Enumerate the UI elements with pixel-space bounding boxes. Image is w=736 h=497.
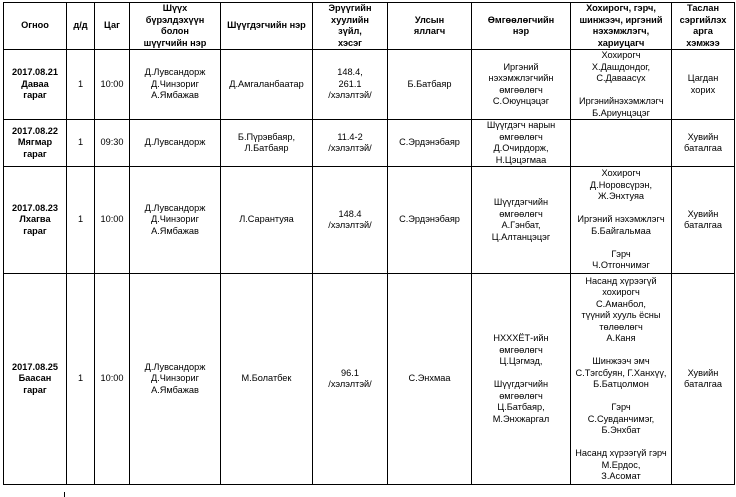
header-date: Огноо — [4, 3, 67, 50]
row-article: 96.1 /хэлэлтэй/ — [313, 274, 388, 485]
row-time: 10:00 — [95, 167, 130, 274]
header-num: д/д — [67, 3, 95, 50]
row-judges: Д.Лувсандорж Д.Чинзориг А.Ямбажав — [130, 167, 221, 274]
row-measure: Хувийн баталгаа — [672, 120, 735, 167]
row-prosecutor: С.Эрдэнэбаяр — [388, 167, 472, 274]
row-victims — [571, 120, 672, 167]
row-article: 148.4, 261.1 /хэлэлтэй/ — [313, 50, 388, 120]
row-time: 09:30 — [95, 120, 130, 167]
row-date: 2017.08.22 Мягмар гараг — [4, 120, 67, 167]
row-victims: Насанд хүрээгүй хохирогч С.Аманбол, түүний хууль ёсны төлөөлөгч А.Каня Шинжээч эмч С.Тэгсбуян, Г.Ханхүү, Б.Батцолмон Гэрч С.Сувданчимэг, Б.Энхбат Насанд хүрээгүй гэрч М.Ердос, З.Асомат — [571, 274, 672, 485]
row-measure: Хувийн баталгаа — [672, 167, 735, 274]
row-defense: Шүүгдэгч нарын өмгөөлөгч Д.Очирдорж, Н.Цэцэгмаа — [472, 120, 571, 167]
row-date: 2017.08.25 Баасан гараг — [4, 274, 67, 485]
row-defense: Шүүгдэгчийн өмгөөлөгч А.Гэнбат, Ц.Алтанцэцэг — [472, 167, 571, 274]
row-defendant: Д.Амгаланбаатар — [221, 50, 313, 120]
row-num: 1 — [67, 274, 95, 485]
row-article: 148.4 /хэлэлтэй/ — [313, 167, 388, 274]
row-prosecutor: С.Энхмаа — [388, 274, 472, 485]
header-defendant: Шүүгдэгчийн нэр — [221, 3, 313, 50]
table-row — [4, 274, 735, 485]
row-defense: Иргэний нэхэмжлэгчийн өмгөөлөгч С.Оюунцэцэг — [472, 50, 571, 120]
table-row — [4, 167, 735, 274]
row-defendant: М.Болатбек — [221, 274, 313, 485]
row-judges: Д.Лувсандорж — [130, 120, 221, 167]
row-date: 2017.08.23 Лхагва гараг — [4, 167, 67, 274]
row-defendant: Б.Пүрэвбаяр, Л.Батбаяр — [221, 120, 313, 167]
header-time: Цаг — [95, 3, 130, 50]
header-prosecutor: Улсын яллагч — [388, 3, 472, 50]
row-measure: Хувийн баталгаа — [672, 274, 735, 485]
row-victims: Хохирогч Х.Дашдондог, С.Даваасүх Иргэний нэхэмжлэгч Б.Ариунцэцэг — [571, 50, 672, 120]
header-measure: Таслан сэргийлэх арга хэмжээ — [672, 3, 735, 50]
row-num: 1 — [67, 120, 95, 167]
header-judges: Шүүх бүрэлдэхүүн болон шүүгчийн нэр — [130, 3, 221, 50]
table-row — [4, 120, 735, 167]
header-row — [4, 3, 735, 50]
row-victims: Хохирогч Д.Норовсүрэн, Ж.Энхтуяа Иргэний нэхэмжлэгч Б.Байгальмаа Гэрч Ч.Отгончимэг — [571, 167, 672, 274]
table-row — [4, 50, 735, 120]
row-time: 10:00 — [95, 274, 130, 485]
header-victims: Хохирогч, гэрч, шинжээч, иргэний нэхэмжлэгч, хариуцагч — [571, 3, 672, 50]
row-time: 10:00 — [95, 50, 130, 120]
row-measure: Цагдан хорих — [672, 50, 735, 120]
row-judges: Д.Лувсандорж Д.Чинзориг А.Ямбажав — [130, 274, 221, 485]
row-prosecutor: Б.Батбаяр — [388, 50, 472, 120]
row-num: 1 — [67, 167, 95, 274]
row-defense: НХХХЁТ-ийн өмгөөлөгч Ц.Цэгмэд, Шүүгдэгчийн өмгөөлөгч Ц.Батбаяр, М.Энхжаргал — [472, 274, 571, 485]
row-date: 2017.08.21 Даваа гараг — [4, 50, 67, 120]
row-num: 1 — [67, 50, 95, 120]
row-defendant: Л.Сарантуяа — [221, 167, 313, 274]
row-judges: Д.Лувсандорж Д.Чинзориг А.Ямбажав — [130, 50, 221, 120]
edge-tick-mark — [64, 492, 65, 497]
row-article: 11.4-2 /хэлэлтэй/ — [313, 120, 388, 167]
schedule-table — [3, 2, 735, 485]
header-article: Эрүүгийн хуулийн зүйл, хэсэг — [313, 3, 388, 50]
row-prosecutor: С.Эрдэнэбаяр — [388, 120, 472, 167]
header-defense: Өмгөөлөгчийн нэр — [472, 3, 571, 50]
